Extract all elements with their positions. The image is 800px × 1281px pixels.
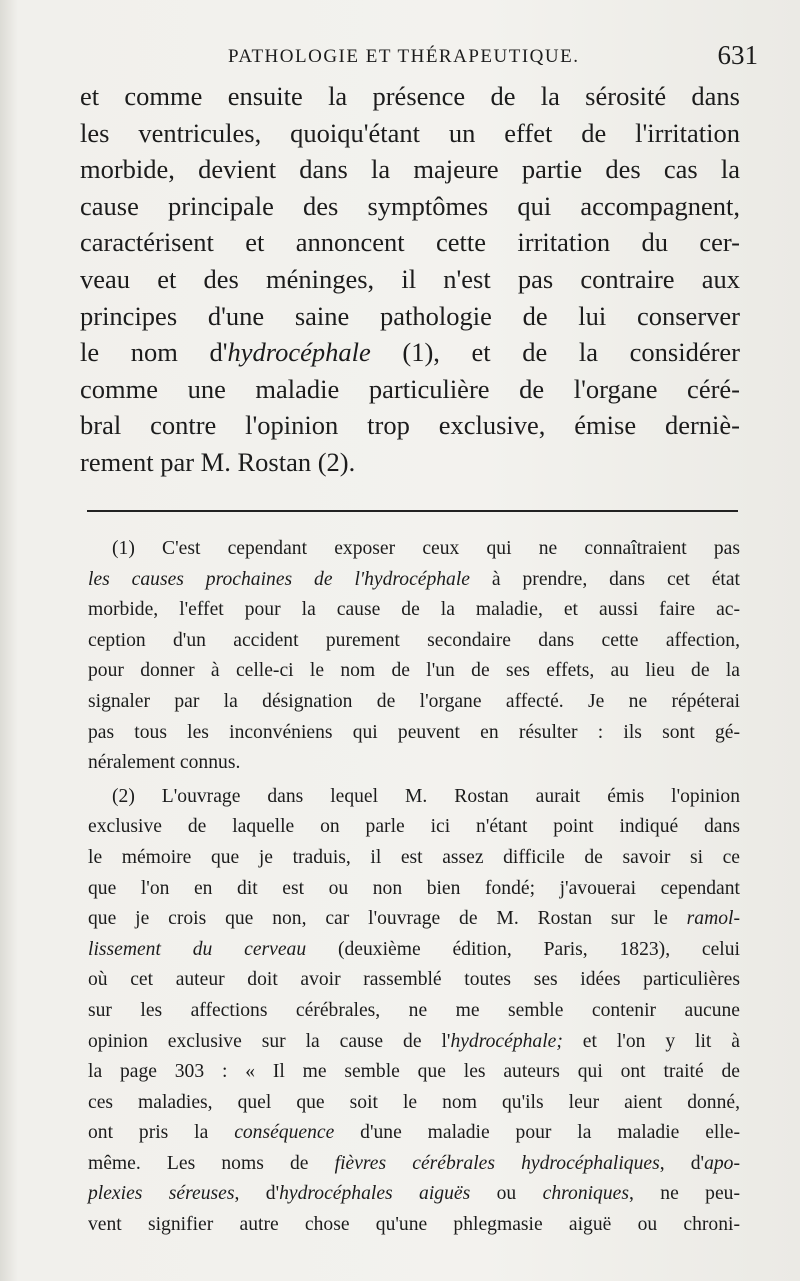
footnote-2 — [88, 782, 740, 1241]
text-line — [88, 1179, 740, 1210]
text-line: le mémoire que je traduis, il est assez difficile de savoir si ce — [88, 846, 740, 868]
text-line: que l'on en dit est ou non bien fondé; j'avouerai cependant — [88, 877, 740, 899]
page-header — [80, 40, 758, 76]
text-line: caractérisent et annoncent cette irritation du cer- — [80, 227, 740, 258]
running-title: PATHOLOGIE ET THÉRAPEUTIQUE. — [228, 46, 580, 67]
footnote-1 — [88, 534, 740, 779]
italic-term: fièvres cérébrales hydrocéphaliques — [334, 1152, 660, 1174]
italic-term: chroniques — [542, 1183, 629, 1205]
text-line: rement par M. Rostan (2). — [80, 446, 356, 477]
text-line — [88, 1149, 740, 1180]
text-line — [88, 1118, 740, 1149]
text-line: où cet auteur doit avoir rassemblé toutes ses idées particulières — [88, 969, 740, 991]
italic-term: hydrocéphale — [227, 337, 371, 368]
page-number: 631 — [717, 40, 758, 70]
text-run: le nom d' — [80, 337, 228, 368]
text-line — [88, 1027, 740, 1058]
text-line: bral contre l'opinion trop exclusive, émise derniè- — [80, 410, 740, 441]
text-run: opinion exclusive sur la cause de l' — [88, 1030, 451, 1052]
footnote-separator — [87, 510, 738, 512]
text-line: les ventricules, quoiqu'étant un effet de l'irritation — [80, 117, 740, 148]
text-line: sur les affections cérébrales, ne me semble contenir aucune — [88, 999, 740, 1021]
text-line: pour donner à celle-ci le nom de l'un de ses effets, au lieu de la — [88, 660, 740, 682]
text-line: et comme ensuite la présence de la sérosité dans — [80, 81, 740, 111]
text-line: ces maladies, quel que soit le nom qu'ils leur aient donné, — [88, 1091, 740, 1113]
text-run: et l'on y lit à — [562, 1030, 740, 1052]
italic-term: lissement du cerveau — [88, 938, 307, 960]
text-run: à prendre, dans cet état — [470, 568, 740, 590]
text-line: néralement connus. — [88, 752, 241, 774]
text-run: ont pris la — [88, 1122, 235, 1144]
text-line — [88, 904, 740, 935]
text-run: , d' — [659, 1152, 705, 1174]
text-line: cause principale des symptômes qui accompagnent, — [80, 190, 740, 221]
text-line: (1) C'est cependant exposer ceux qui ne connaîtraient pas — [112, 538, 740, 559]
text-line: ception d'un accident purement secondaire dans cette affection, — [88, 629, 740, 651]
text-run: même. Les noms de — [88, 1152, 335, 1174]
text-line — [88, 935, 740, 966]
text-line: comme une maladie particulière de l'organe céré- — [80, 373, 740, 404]
text-line: vent signifier autre chose qu'une phlegmasie aiguë ou chroni- — [88, 1214, 740, 1236]
text-run: , ne peu- — [628, 1183, 741, 1205]
main-text — [80, 78, 740, 481]
text-line — [88, 565, 740, 596]
text-run: d'une maladie pour la maladie elle- — [334, 1122, 741, 1144]
text-line: (2) L'ouvrage dans lequel M. Rostan aurait émis l'opinion — [112, 785, 740, 807]
text-line: signaler par la désignation de l'organe affecté. Je ne répéterai — [88, 690, 740, 712]
italic-term: plexies séreuses — [88, 1183, 235, 1205]
text-line: veau et des méninges, il n'est pas contraire aux — [80, 263, 740, 294]
text-run: (1), et de la considérer — [370, 337, 740, 368]
text-line: morbide, l'effet pour la cause de la maladie, et aussi faire ac- — [88, 599, 740, 621]
italic-term: hydrocéphales aiguës — [279, 1183, 471, 1205]
italic-term: hydrocéphale; — [450, 1030, 563, 1052]
text-line: pas tous les inconvéniens qui peuvent en résulter : ils sont gé- — [88, 721, 740, 743]
italic-term: les causes prochaines de l'hydrocéphale — [88, 568, 470, 590]
text-run: ou — [470, 1183, 543, 1205]
footnotes — [88, 534, 740, 1241]
text-run: , d' — [234, 1183, 280, 1205]
text-run: (deuxième édition, Paris, 1823), celui — [306, 938, 740, 960]
text-line: exclusive de laquelle on parle ici n'étant point indiqué dans — [88, 816, 740, 838]
text-run: que je crois que non, car l'ouvrage de M. Rostan sur le — [88, 908, 687, 930]
text-line: principes d'une saine pathologie de lui conserver — [80, 300, 740, 331]
italic-term: apo- — [704, 1152, 740, 1174]
text-line: morbide, devient dans la majeure partie des cas la — [80, 154, 740, 185]
text-line: la page 303 : « Il me semble que les auteurs qui ont traité de — [88, 1061, 740, 1083]
text-line — [80, 334, 740, 371]
italic-term: ramol- — [686, 908, 740, 930]
italic-term: conséquence — [234, 1122, 335, 1144]
